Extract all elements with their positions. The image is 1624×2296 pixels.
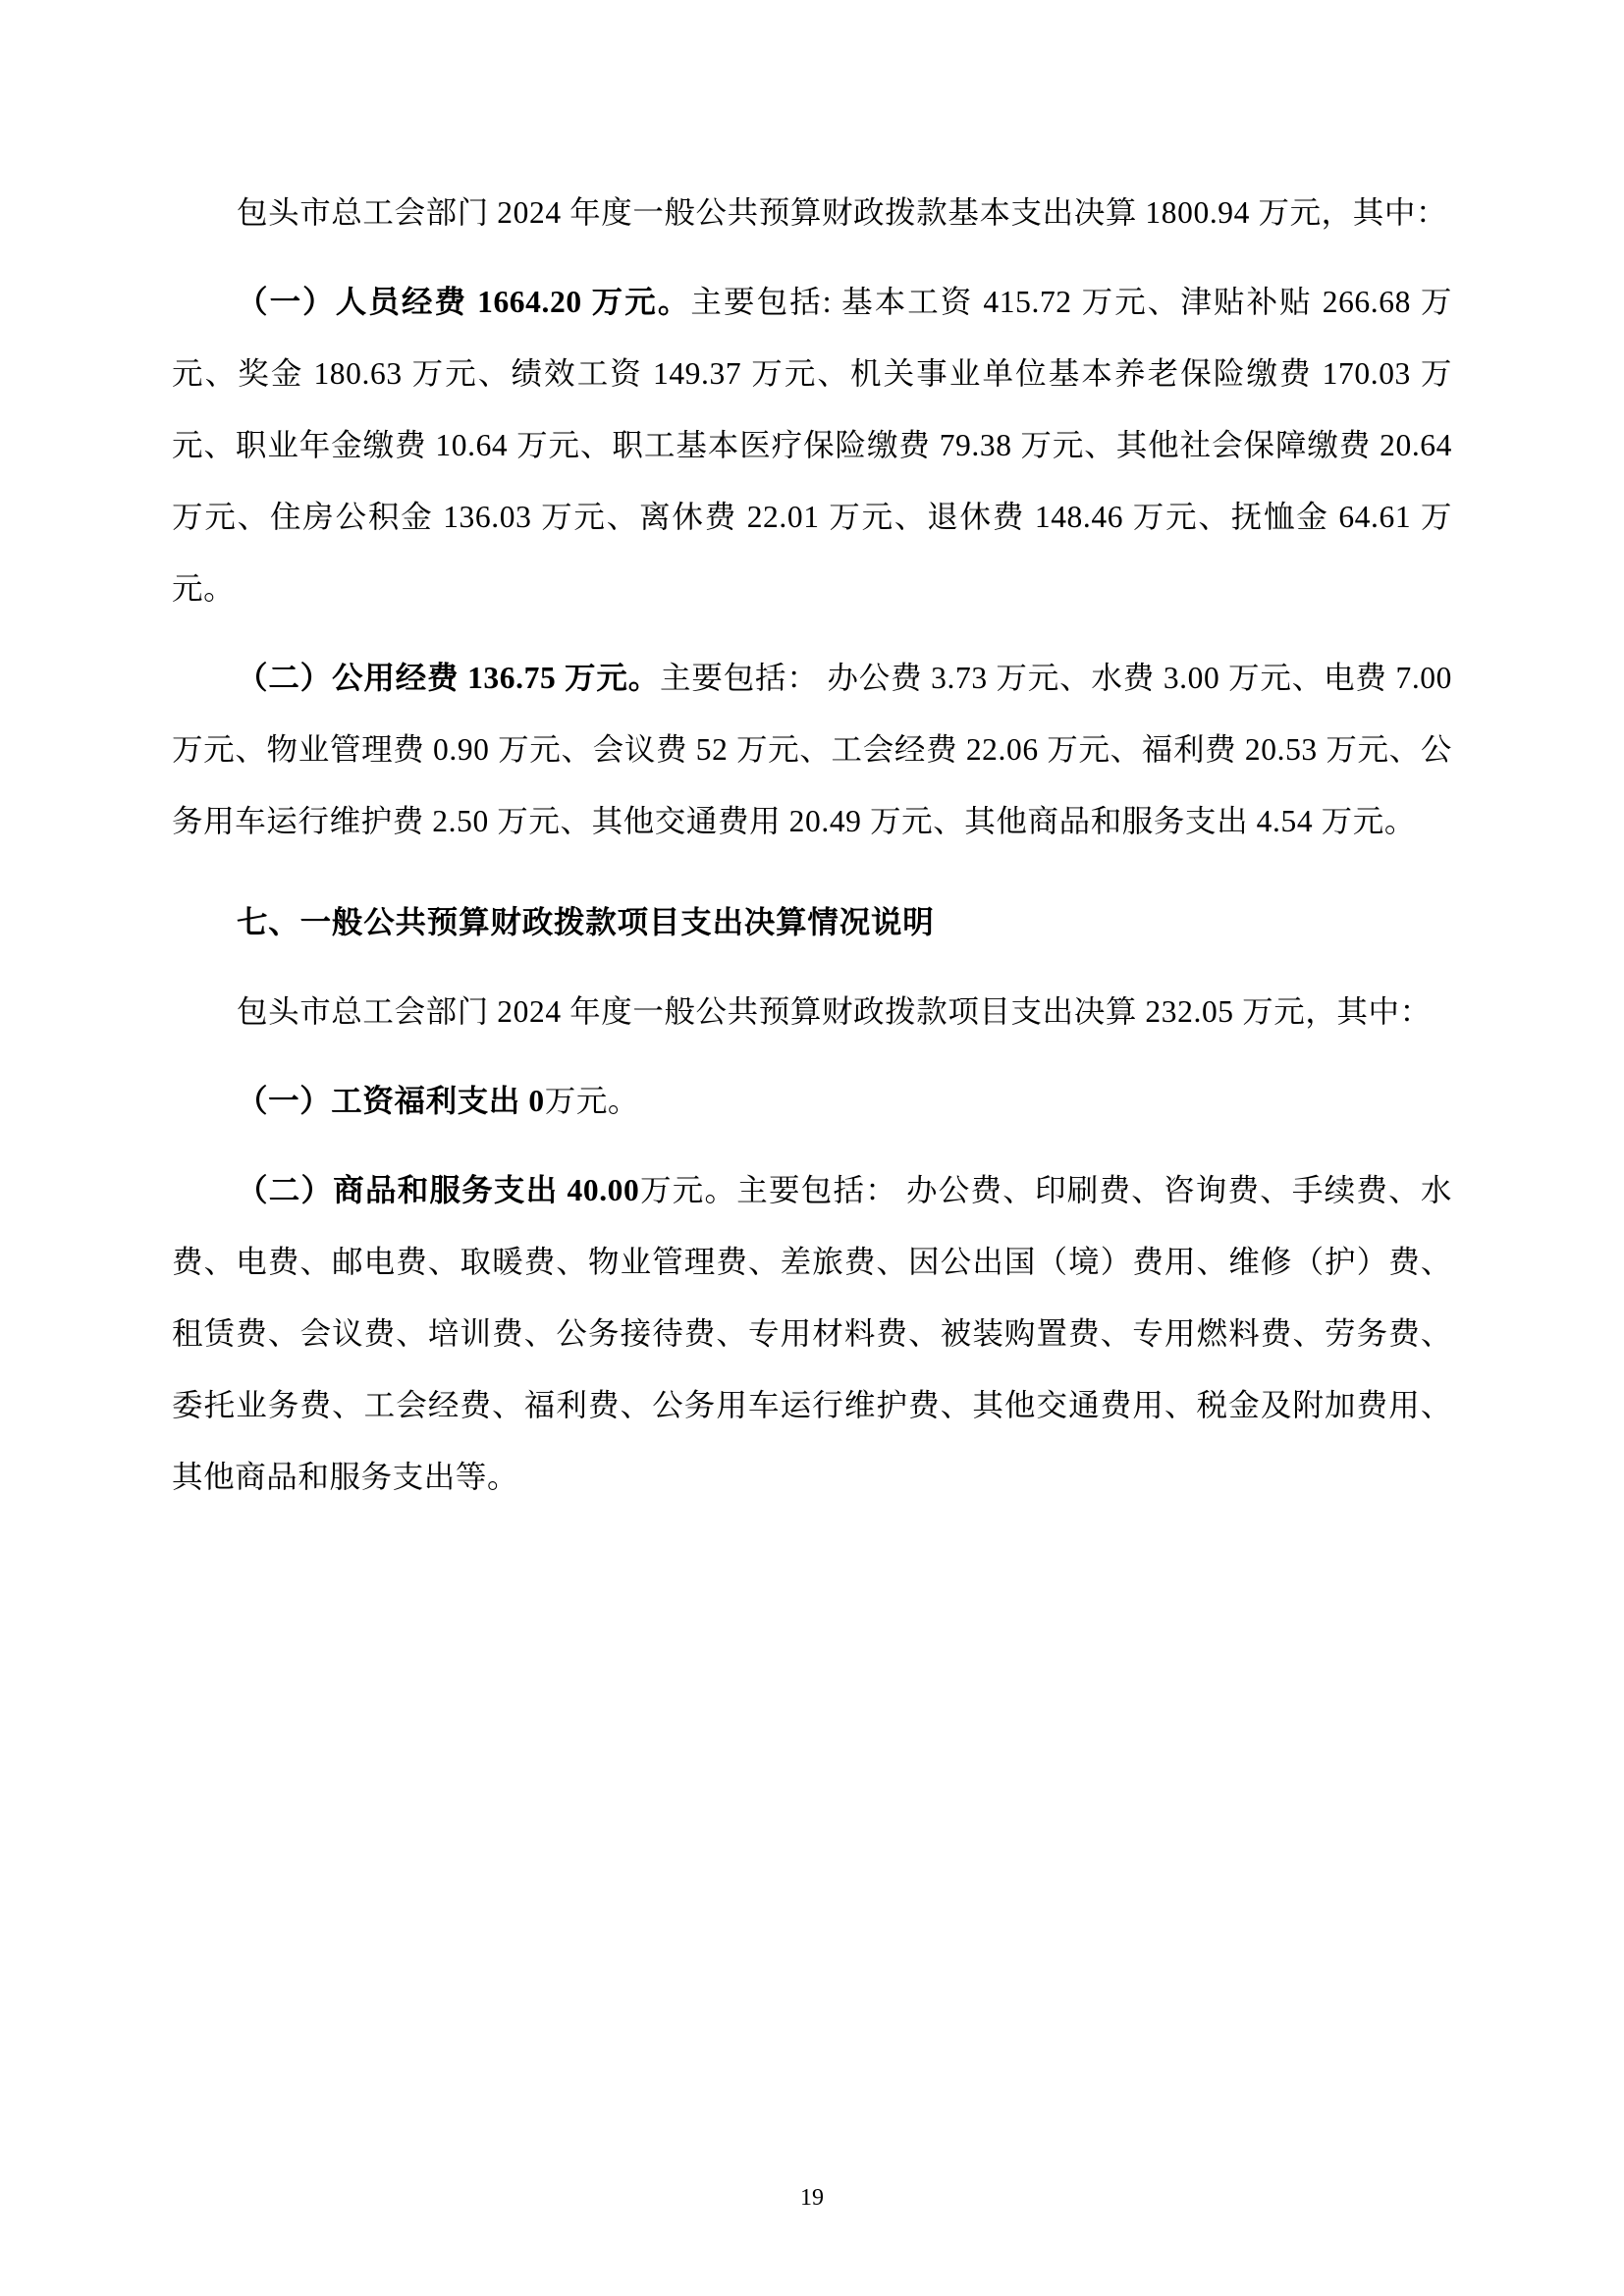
paragraph-text-personnel: 主要包括: 基本工资 415.72 万元、津贴补贴 266.68 万元、奖金 180.63 万元、绩效工资 149.37 万元、机关事业单位基本养老保险缴费 170.03 万元、职业年金缴费 10.64 万元、职工基本医疗保险缴费 79.38 万元、其他社会保障缴费 20.64 万元、住房公积金 136.03 万元、离休费 22.01 万元、退休费 148.46 万元、抚恤金 64.61 万元。	[172, 285, 1453, 606]
paragraph-spacer	[172, 248, 1452, 266]
paragraph-text-salary-welfare: 万元。	[544, 1084, 640, 1118]
paragraph-public-expenses	[172, 642, 1452, 857]
page-number: 19	[800, 2185, 824, 2211]
paragraph-spacer	[172, 958, 1452, 976]
paragraph-text: 包头市总工会部门 2024 年度一般公共预算财政拨款基本支出决算 1800.94 万元，其中：	[237, 195, 1448, 230]
document-body	[172, 177, 1452, 1513]
paragraph-lead-salary-welfare: （一）工资福利支出 0	[237, 1084, 545, 1118]
paragraph-lead-personnel: （一）人员经费 1664.20 万元。	[237, 285, 691, 319]
paragraph-basic-expenditure-total	[172, 177, 1452, 248]
paragraph-lead-public: （二）公用经费 136.75 万元。	[237, 661, 661, 695]
paragraph-text-public: 主要包括： 办公费 3.73 万元、水费 3.00 万元、电费 7.00 万元、物业管理费 0.90 万元、会议费 52 万元、工会经费 22.06 万元、福利费 20.53 万元、公务用车运行维护费 2.50 万元、其他交通费用 20.49 万元、其他商品和服务支出 4.54 万元。	[172, 661, 1452, 838]
paragraph-spacer	[172, 1047, 1452, 1065]
paragraph-text-goods-services: 万元。主要包括： 办公费、印刷费、咨询费、手续费、水费、电费、邮电费、取暖费、物业管理费、差旅费、因公出国（境）费用、维修（护）费、租赁费、会议费、培训费、公务接待费、专用材料费、被装购置费、专用燃料费、劳务费、委托业务费、工会经费、福利费、公务用车运行维护费、其他交通费用、税金及附加费用、其他商品和服务支出等。	[172, 1173, 1452, 1494]
section-heading-seven: 七、一般公共预算财政拨款项目支出决算情况说明	[237, 904, 935, 939]
section-gap	[172, 857, 1452, 886]
paragraph-project-expenditure-total	[172, 976, 1452, 1047]
paragraph-lead-goods-services: （二）商品和服务支出 40.00	[237, 1173, 640, 1207]
paragraph-personnel-expenses	[172, 266, 1452, 624]
paragraph-spacer	[172, 1137, 1452, 1154]
paragraph-salary-welfare	[172, 1065, 1452, 1137]
paragraph-spacer	[172, 624, 1452, 642]
paragraph-text-project-total: 包头市总工会部门 2024 年度一般公共预算财政拨款项目支出决算 232.05 万元，其中：	[237, 994, 1432, 1029]
paragraph-goods-services	[172, 1154, 1452, 1513]
